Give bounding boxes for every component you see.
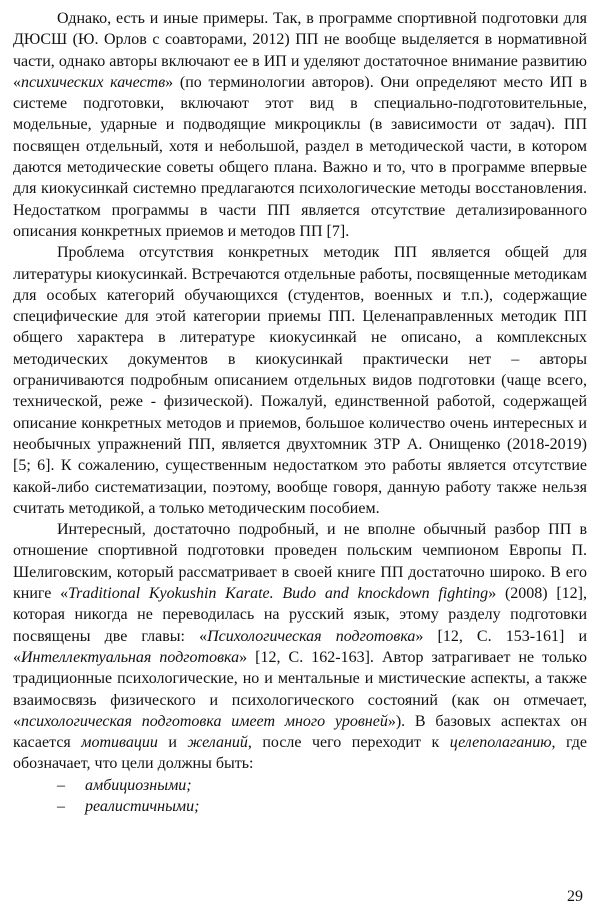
italic-term: психологическая подготовка имеет много уровней [21,712,388,730]
italic-term: мотивации [81,734,158,752]
list-item-text: амбициозными; [85,776,192,794]
list-item [13,796,587,817]
italic-term: Психологическая подготовка [207,627,416,645]
goals-list [13,775,587,818]
text-run: » (по терминологии авторов). Они определяют место ИП в системе подготовки, включают этот вид в специально-подготовительные, модельные, ударные и подводящие микроциклы (в зависимости от задач). ПП посвящен отдельный, хотя и небольшой, раздел в методической части, в котором даются методические советы общего плана. Важно и то, что в программе впервые для киокусинкай системно предлагаются психологические методы восстановления. Недостатком программы в части ПП является отсутствие детализированного описания конкретных приемов и методов ПП [7]. [13,73,588,240]
paragraph-1 [13,8,587,242]
list-item [13,775,587,796]
paragraph-3 [13,519,587,775]
paragraph-2 [13,242,587,519]
list-dash: – [57,797,65,815]
text-run: , после чего переходит к [247,734,450,752]
italic-term: Интеллектуальная подготовка [21,648,240,666]
text-run: Проблема отсутствия конкретных методик ПП является общей для литературы киокусинкай. Встречаются отдельные работы, посвященные методикам для особых категорий обучающихся (студентов, военных и т.п.), содержащие специфические для этой категории приемы ПП. Целенаправленных методик ПП общего характера в литературе киокусинкай не описано, а комплексных методических документов в киокусинкай практически нет – авторы ограничиваются подробным описанием отдельных видов подготовки (чаще всего, технической, реже - физической). Пожалуй, единственной работой, содержащей описание конкретных методов и приемов, большое количество очень интересных и необычных упражнений ПП, является двухтомник ЗТР А. Онищенко (2018-2019) [5; 6]. К сожалению, существенным недостатком это работы является отсутствие какой-либо систематизации, поэтому, вообще говоря, данную работу также нельзя считать методикой, а только методическим пособием. [13,244,587,517]
text-run: » (2008) [12], которая никогда не переводилась на русский язык, этому разделу подготовки посвящены две главы: « [13,585,588,645]
italic-term: Traditional Kyokushin Karate. Budo and knockdown fighting [68,585,489,603]
text-run: Однако, есть и иные примеры. Так, в программе спортивной подготовки для ДЮСШ (Ю. Орлов с соавторами, 2012) ПП не вообще выделяется в нормативной части, однако авторы включают ее в ИП и уделяют достаточное внимание развитию « [13,10,587,91]
text-run: » [12, С. 153-161] и « [13,627,587,666]
text-run: »). В базовых аспектах он касается [13,712,587,752]
italic-term: психических качеств [21,73,166,91]
text-run: » [12, С. 162-163]. Автор затрагивает не только традиционные психологические, но и ментальные и мистические аспекты, а также взаимосвязь физического и психологического состояний (как он отмечает, « [13,648,587,730]
page-number: 29 [567,888,583,905]
italic-term: желаний [187,734,248,752]
text-run: , где обозначает, что цели должны быть: [13,734,588,773]
list-item-text: реалистичными; [85,797,200,815]
italic-term: целеполаганию [449,734,552,752]
text-run: Интересный, достаточно подробный, и не вполне обычный разбор ПП в отношение спортивной подготовки проведен польским чемпионом Европы П. Шелиговским, который рассматривает в своей книге ПП достаточно широко. В его книге « [13,521,587,603]
list-dash: – [57,776,65,794]
body-text [13,8,587,775]
text-run: и [157,734,188,752]
